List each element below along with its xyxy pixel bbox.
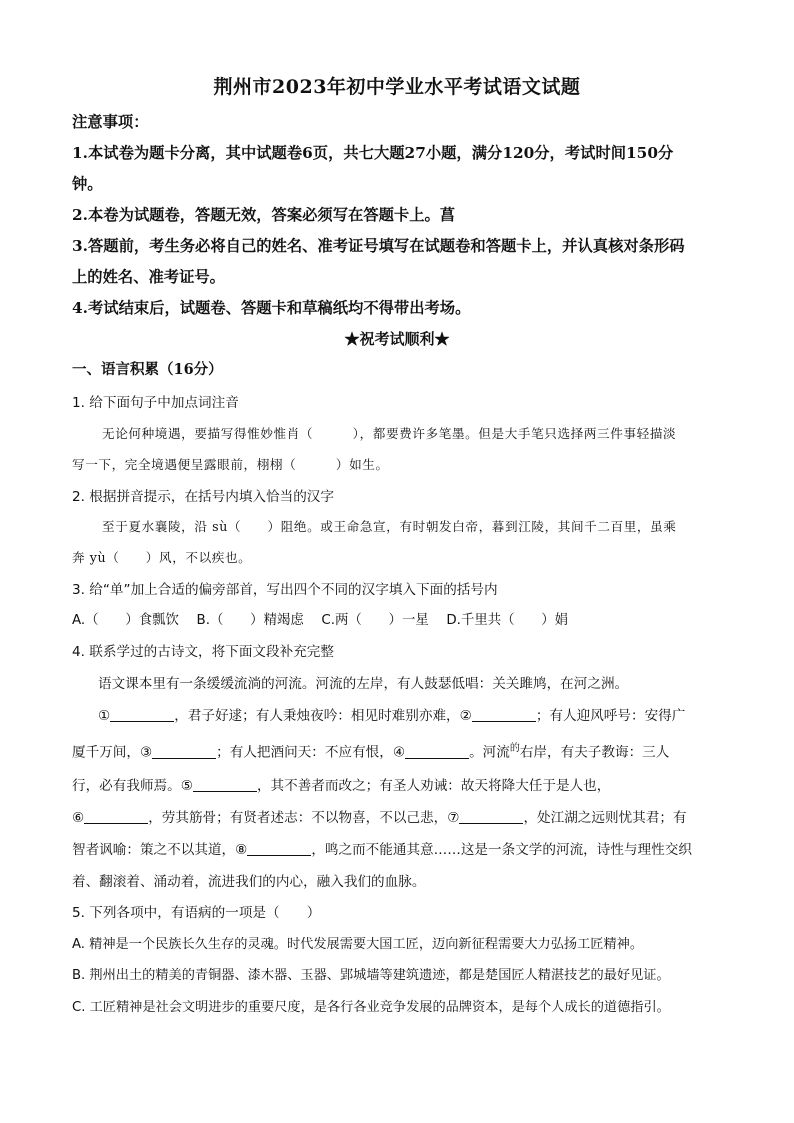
notice-line-2: 钟。 — [72, 175, 103, 193]
answer-blank-8[interactable] — [247, 841, 311, 856]
question-4-paragraph-1: 语文课本里有一条缓缓流淌的河流。河流的左岸，有人鼓瑟低唱：关关雎鸠，在河之洲。 — [98, 676, 629, 692]
notice-line-4: 3.答题前，考生务必将自己的姓名、准考证号填写在试题卷和答题卡上，并认真核对条形码 — [72, 237, 685, 255]
question-4-line-3: 行，必有我师焉。⑤ ，其不善者而改之；有圣人劝诫：故天将降大任于是人也， — [72, 778, 611, 794]
question-4-line-4: ⑥ ，劳其筋骨；有贤者述志：不以物喜，不以己悲，⑦ ，处江湖之远则忧其君；有 — [72, 810, 687, 826]
question-1-stem: 1. 给下面句子中加点词注音 — [72, 395, 239, 411]
notice-line-3: 2.本卷为试题卷，答题无效，答案必须写在答题卡上。菖 — [72, 206, 456, 224]
question-2-text-line-1: 至于夏水襄陵，沿 sù（ ）阻绝。或王命急宣，有时朝发白帝，暮到江陵，其间千二百里，虽乘 — [102, 519, 677, 534]
question-1-text-line-2: 写一下，完全境遇便呈露眼前，栩栩（ ）如生。 — [72, 457, 389, 472]
page-title: 荆州市2023年初中学业水平考试语文试题 — [213, 76, 581, 98]
question-4-stem: 4. 联系学过的古诗文，将下面文段补充完整 — [72, 644, 334, 660]
answer-blank-6[interactable] — [84, 809, 148, 824]
notice-line-1: 1.本试卷为题卡分离，其中试题卷6页，共七大题27小题，满分120分，考试时间150分 — [72, 144, 674, 162]
answer-blank-7[interactable] — [459, 809, 523, 824]
question-4-line-1: ① ，君子好逑；有人秉烛夜吟：相见时难别亦难，② ；有人迎风呼号：安得广 — [98, 708, 686, 724]
blessing-line: ★祝考试顺利★ — [344, 330, 450, 348]
question-2-text-line-2: 奔 yù（ ）风，不以疾也。 — [72, 550, 252, 565]
question-5-option-a[interactable]: A. 精神是一个民族长久生存的灵魂。时代发展需要大国工匠，迈向新征程需要大力弘扬工匠精神。 — [72, 937, 644, 952]
question-4-line-5: 智者讽喻：策之不以其道，⑧ ，鸣之而不能通其意……这是一条文学的河流，诗性与理性交织 — [72, 842, 692, 858]
answer-blank-3[interactable] — [152, 744, 216, 759]
question-4-line-6: 着、翻滚着、涌动着，流进我们的内心，融入我们的血脉。 — [72, 874, 426, 890]
answer-blank-4[interactable] — [405, 744, 469, 759]
notice-heading: 注意事项： — [72, 113, 149, 131]
answer-blank-5[interactable] — [193, 777, 257, 792]
question-3-options: A.（ ）食瓢饮 B.（ ）精竭虑 C.两（ ）一星 D.千里共（ ）娟 — [72, 613, 569, 628]
section-heading-1: 一、语言积累（16分） — [72, 361, 223, 378]
question-3-stem: 3. 给“单”加上合适的偏旁部首，写出四个不同的汉字填入下面的括号内 — [72, 582, 498, 598]
question-5-stem: 5. 下列各项中，有语病的一项是（ ） — [72, 905, 321, 921]
notice-line-6: 4.考试结束后，试题卷、答题卡和草稿纸均不得带出考场。 — [72, 299, 471, 317]
question-5-option-c[interactable]: C. 工匠精神是社会文明进步的重要尺度，是各行各业竞争发展的品牌资本，是每个人成长的道德指引。 — [72, 1000, 670, 1015]
notice-line-5: 上的姓名、准考证号。 — [72, 268, 225, 286]
question-1-text-line-1: 无论何种境遇，要描写得惟妙惟肖（ ），都要费许多笔墨。但是大手笔只选择两三件事轻描淡 — [102, 426, 677, 441]
answer-blank-1[interactable] — [110, 707, 174, 722]
question-5-option-b[interactable]: B. 荆州出土的精美的青铜器、漆木器、玉器、郢城墙等建筑遗迹，都是楚国匠人精湛技艺的最好见证。 — [72, 968, 670, 983]
question-4-line-2: 厦千万间，③ ；有人把酒问天：不应有恨，④ 。河流$^的$右岸，有夫子教诲：三人 — [72, 743, 670, 761]
answer-blank-2[interactable] — [472, 707, 536, 722]
question-2-stem: 2. 根据拼音提示，在括号内填入恰当的汉字 — [72, 489, 334, 505]
